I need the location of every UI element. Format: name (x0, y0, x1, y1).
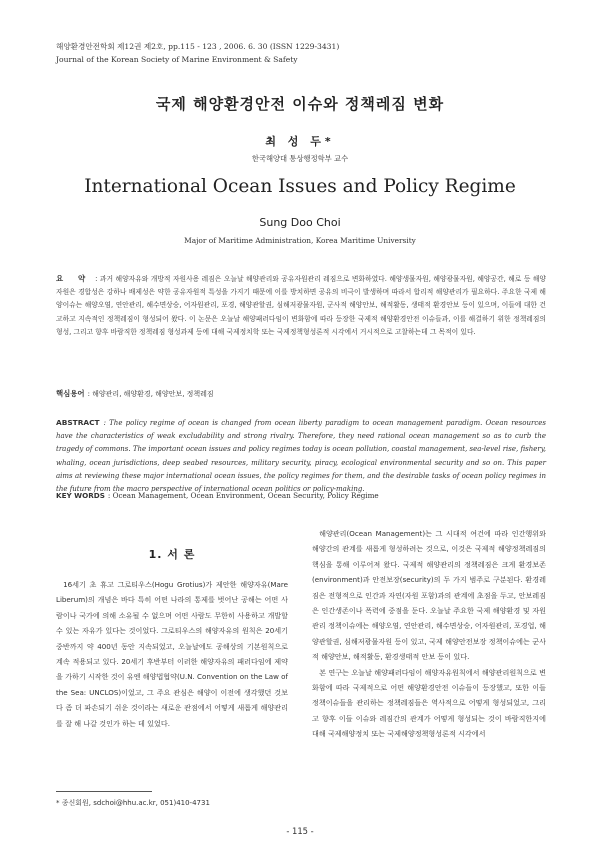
body-paragraph: 본 연구는 오늘날 해양패러다임이 해양자유원칙에서 해양관리원칙으로 변화함에 따라 국제적으로 어떤 해양환경안전 이슈들이 등장했고, 또한 이들 정책이슈들을 관리하는 정책레짐들은 역사적으로 어떻게 형성되었고, 그리고 향후 이들 이슈와 레짐간의 관계가 어떻게 형성되는 것이 바람직한지에 대해 국제해양정치 또는 국제해양정책형성론적 시각에서 (312, 667, 546, 739)
abstract-english (56, 416, 546, 496)
keywords-korean-label: 핵심용어 (56, 389, 85, 398)
affiliation-korean: 한국해양대 통상행정학부 교수 (251, 154, 349, 163)
body-paragraph: 해양관리(Ocean Management)는 그 시대적 여건에 따라 인간행위와 해양간의 관계를 새롭게 형성하려는 것으로, 이것은 국제적 해양정책레짐의 핵심을 통해 이루어져 왔다. 국제적 해양관리의 정책레짐은 크게 환경보존(environment)과 안전보장(security)의 두 가지 범주로 구분된다. 환경레짐은 전형적으로 인간과 자연(자원 포함)과의 관계에 초점을 두고, 안보레짐은 인간생존이나 폭력에 중점을 둔다. 오늘날 주요한 국제 해양환경 및 자원관리 정책이슈에는 해양오염, 연안관리, 해수면상승, 어자원관리, 포경업, 해양관할권, 심해저광물자원 등이 있고, 국제 해양안전보장 정책이슈에는 군사적 해양안보, 해적활동, 환경생태적 안보 등이 있다. (312, 529, 546, 662)
keywords-korean (56, 388, 546, 399)
keywords-korean-text: : 해양관리, 해양환경, 해양안보, 정책레짐 (87, 390, 214, 398)
abstract-korean (56, 272, 546, 339)
abstract-english-text: : The policy regime of ocean is changed from ocean liberty paradigm to ocean management paradigm. Ocean resources have the characteristics of weak excludability and strong rivalry. Therefore, they need rational ocean management so as to curb the tragedy of commons. The important ocean issues and policy regimes today is ocean pollution, coastal management, sea-level rise, fishery, whaling, ocean jurisdictions, deep seabed resources, military security, piracy, ecological environmental security and so on. This paper aims at reviewing these major international ocean issues, the policy regimes for them, and the desirable tasks of ocean policy regimes in the future from the macro perspective of international ocean politics or policy-making. (56, 419, 546, 494)
body-paragraph: 16세기 초 휴고 그로티우스(Hogu Grotius)가 제안한 해양자유(Mare Liberum)의 개념은 바다 특히 어떤 나라의 통제를 벗어난 공해는 어떤 사람이나 국가에 의해 소유될 수 없으며 어떤 사람도 무한히 사용하고 개발할 수 있는 자유가 있다는 것이었다. 그로티우스의 해양자유의 원칙은 20세기 중반까지 약 400년 동안 지속되었고, 오늘날에도 공해상의 기본원칙으로 계속 적용되고 있다. 20세기 후반부터 이러한 해양자유의 패러다임에 제약을 가하기 시작한 것이 유엔 해양법협약(U.N. Convention on the Law of the Sea: UNCLOS)이었고, 그 주요 관심은 해양이 이전에 생각했던 것보다 좀 더 파손되기 쉬운 것이라는 새로운 관점에서 어떻게 새롭게 해양관리를 잘 해 나갈 것인가 하는 데 있었다. (56, 580, 288, 728)
abstract-korean-label: 요 약 (56, 274, 92, 283)
author-english: Sung Doo Choi (259, 216, 341, 229)
keywords-english-text: : Ocean Management, Ocean Environment, Ocean Security, Policy Regime (107, 491, 379, 500)
paper-title-korean: 국제 해양환경안전 이슈와 정책레짐 변화 (155, 95, 445, 113)
keywords-english (56, 491, 546, 500)
keywords-english-label: KEY WORDS (56, 491, 105, 500)
footnote: * 종신회원, sdchoi@hhu.ac.kr, 051)410-4731 (56, 799, 210, 807)
journal-citation: 해양환경안전학회 제12권 제2호, pp.115 - 123 , 2006. 6. 30 (ISSN 1229-3431) (56, 42, 340, 51)
paper-title-english: International Ocean Issues and Policy Regime (84, 176, 516, 197)
footnote-divider (56, 791, 152, 792)
body-column-right (312, 526, 546, 742)
page-number: - 115 - (286, 826, 314, 836)
journal-name: Journal of the Korean Society of Marine Environment & Safety (56, 55, 298, 64)
abstract-english-label: ABSTRACT (56, 418, 100, 427)
section-title-introduction: 1. 서 론 (148, 548, 196, 561)
author-korean: 최 성 두* (265, 135, 335, 148)
abstract-korean-text: : 과거 해양자유와 개방적 자원사용 레짐은 오늘날 해양관리와 공유자원관리 레짐으로 변화하였다. 해양생물자원, 해양광물자원, 해양공간, 해로 등 해양자원은 경합성은 강하나 배제성은 약한 공유자원적 특성을 가지기 때문에 이를 방치하면 공유의 비극이 발생하며 따라서 합리적 해양관리가 필요하다. 주요한 국제 해양이슈는 해양오염, 연안관리, 해수면상승, 어자원관리, 포경, 해양관할권, 심해저광물자원, 군사적 해양안보, 해적활동, 생태적 환경안보 등이 있으며, 이들에 대한 건고하고 지속적인 정책레짐이 형성되어 왔다. 이 논문은 오늘날 해양패러다임이 변화함에 따라 등장한 국제적 해양환경안전 이슈들과, 이를 해결하기 위한 정책레짐의 형성, 그리고 향후 바람직한 정책레짐 형성과제 등에 대해 국제정치학 또는 국제정책형성론적 시각에서 거시적으로 고찰하는데 그 목적이 있다. (56, 275, 546, 336)
affiliation-english: Major of Maritime Administration, Korea Maritime University (184, 236, 416, 245)
body-column-left (56, 577, 288, 731)
journal-header (56, 40, 339, 66)
